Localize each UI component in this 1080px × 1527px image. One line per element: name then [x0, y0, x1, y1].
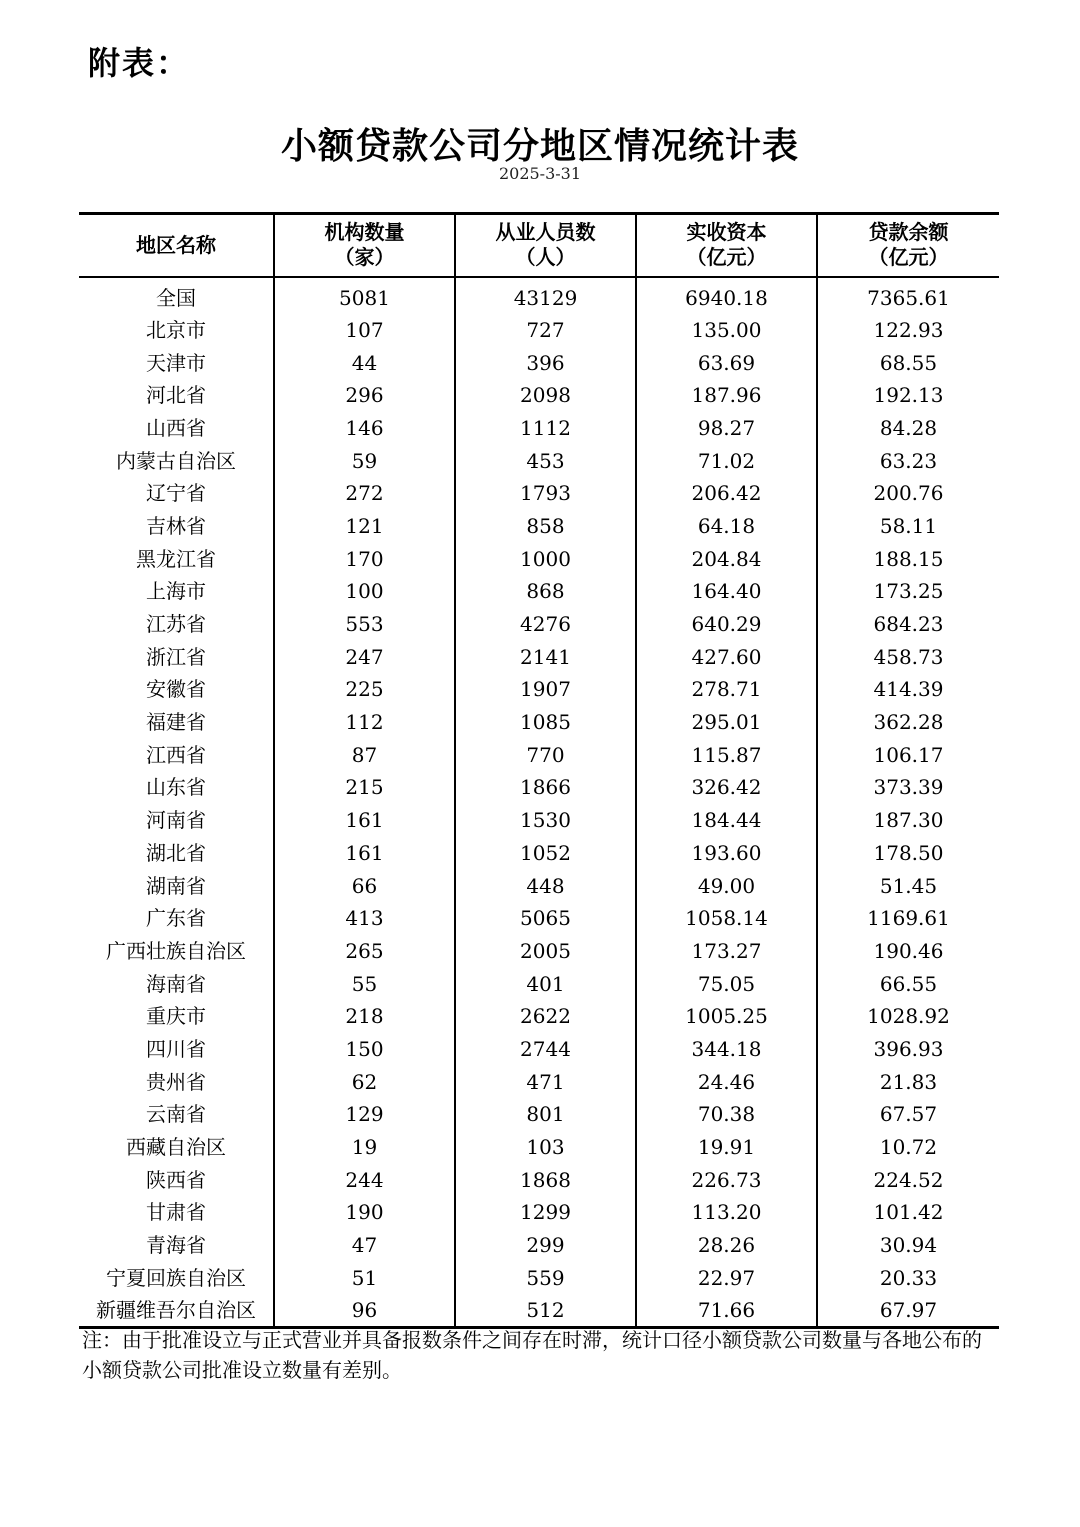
employees-cell: 770 — [455, 738, 636, 771]
paid-in-capital-cell: 193.60 — [636, 837, 817, 870]
loan-balance-cell: 190.46 — [817, 935, 999, 968]
loan-balance-cell: 58.11 — [817, 510, 999, 543]
column-header-institutions — [274, 214, 455, 277]
employees-cell: 1907 — [455, 673, 636, 706]
employees-cell: 448 — [455, 869, 636, 902]
column-name: 实收资本 — [686, 220, 767, 245]
paid-in-capital-cell: 24.46 — [636, 1065, 817, 1098]
loan-balance-cell: 362.28 — [817, 706, 999, 739]
table-row — [79, 608, 999, 641]
region-name-cell: 全国 — [156, 285, 196, 310]
employees-cell: 2098 — [455, 379, 636, 412]
employees-cell: 2005 — [455, 935, 636, 968]
employees-cell: 2744 — [455, 1033, 636, 1066]
region-name-cell: 西藏自治区 — [126, 1135, 226, 1160]
employees-cell: 1868 — [455, 1163, 636, 1196]
paid-in-capital-cell: 1058.14 — [636, 902, 817, 935]
report-date: 2025-3-31 — [498, 164, 582, 183]
column-header-region — [79, 214, 274, 277]
institutions-cell: 218 — [274, 1000, 455, 1033]
institutions-cell: 5081 — [274, 277, 455, 314]
paid-in-capital-cell: 164.40 — [636, 575, 817, 608]
employees-cell: 512 — [455, 1294, 636, 1328]
institutions-cell: 55 — [274, 967, 455, 1000]
paid-in-capital-cell: 204.84 — [636, 542, 817, 575]
employees-cell: 1052 — [455, 837, 636, 870]
loan-balance-cell: 373.39 — [817, 771, 999, 804]
paid-in-capital-cell: 115.87 — [636, 738, 817, 771]
region-name-cell: 天津市 — [146, 350, 206, 375]
column-name: 从业人员数 — [495, 220, 596, 245]
paid-in-capital-cell: 22.97 — [636, 1261, 817, 1294]
institutions-cell: 190 — [274, 1196, 455, 1229]
paid-in-capital-cell: 75.05 — [636, 967, 817, 1000]
loan-balance-cell: 30.94 — [817, 1229, 999, 1262]
loan-balance-cell: 200.76 — [817, 477, 999, 510]
table-row — [79, 477, 999, 510]
region-name-cell: 上海市 — [146, 579, 206, 604]
table-row — [79, 1098, 999, 1131]
paid-in-capital-cell: 6940.18 — [636, 277, 817, 314]
employees-cell: 727 — [455, 314, 636, 347]
institutions-cell: 247 — [274, 640, 455, 673]
paid-in-capital-cell: 640.29 — [636, 608, 817, 641]
table-row — [79, 869, 999, 902]
loan-balance-cell: 1169.61 — [817, 902, 999, 935]
institutions-cell: 296 — [274, 379, 455, 412]
employees-cell: 1112 — [455, 412, 636, 445]
institutions-cell: 66 — [274, 869, 455, 902]
employees-cell: 299 — [455, 1229, 636, 1262]
table-row — [79, 967, 999, 1000]
region-name-cell: 宁夏回族自治区 — [106, 1265, 246, 1290]
table-row — [79, 510, 999, 543]
column-name: 地区名称 — [136, 232, 216, 257]
employees-cell: 103 — [455, 1131, 636, 1164]
institutions-cell: 47 — [274, 1229, 455, 1262]
institutions-cell: 100 — [274, 575, 455, 608]
region-name-cell: 浙江省 — [146, 644, 206, 669]
loan-balance-cell: 396.93 — [817, 1033, 999, 1066]
footnote: 注：由于批准设立与正式营业并具备报数条件之间存在时滞，统计口径小额贷款公司数量与各地公布的小额贷款公司批准设立数量有差别。 — [82, 1328, 982, 1382]
table-body — [79, 277, 999, 1328]
employees-cell: 1299 — [455, 1196, 636, 1229]
region-name-cell: 内蒙古自治区 — [116, 448, 236, 473]
table-row — [79, 902, 999, 935]
paid-in-capital-cell: 326.42 — [636, 771, 817, 804]
institutions-cell: 19 — [274, 1131, 455, 1164]
paid-in-capital-cell: 63.69 — [636, 346, 817, 379]
loan-balance-cell: 67.97 — [817, 1294, 999, 1328]
paid-in-capital-cell: 113.20 — [636, 1196, 817, 1229]
employees-cell: 1530 — [455, 804, 636, 837]
table-row — [79, 314, 999, 347]
region-name-cell: 贵州省 — [146, 1069, 206, 1094]
employees-cell: 471 — [455, 1065, 636, 1098]
paid-in-capital-cell: 28.26 — [636, 1229, 817, 1262]
institutions-cell: 44 — [274, 346, 455, 379]
institutions-cell: 161 — [274, 804, 455, 837]
table-row — [79, 1163, 999, 1196]
region-name-cell: 福建省 — [146, 710, 206, 735]
institutions-cell: 413 — [274, 902, 455, 935]
employees-cell: 1793 — [455, 477, 636, 510]
loan-balance-cell: 66.55 — [817, 967, 999, 1000]
table-row — [79, 1229, 999, 1262]
employees-cell: 5065 — [455, 902, 636, 935]
paid-in-capital-cell: 226.73 — [636, 1163, 817, 1196]
region-name-cell: 山西省 — [146, 415, 206, 440]
paid-in-capital-cell: 206.42 — [636, 477, 817, 510]
region-name-cell: 四川省 — [146, 1036, 206, 1061]
table-row — [79, 346, 999, 379]
institutions-cell: 265 — [274, 935, 455, 968]
table-row — [79, 1294, 999, 1328]
loan-balance-cell: 68.55 — [817, 346, 999, 379]
institutions-cell: 272 — [274, 477, 455, 510]
loan-balance-cell: 178.50 — [817, 837, 999, 870]
column-name: 贷款余额 — [868, 220, 949, 245]
table-row — [79, 673, 999, 706]
paid-in-capital-cell: 295.01 — [636, 706, 817, 739]
loan-balance-cell: 10.72 — [817, 1131, 999, 1164]
loan-balance-cell: 684.23 — [817, 608, 999, 641]
employees-cell: 1866 — [455, 771, 636, 804]
table-row — [79, 379, 999, 412]
region-name-cell: 陕西省 — [146, 1167, 206, 1192]
paid-in-capital-cell: 49.00 — [636, 869, 817, 902]
region-name-cell: 青海省 — [146, 1233, 206, 1258]
institutions-cell: 59 — [274, 444, 455, 477]
table-row — [79, 1196, 999, 1229]
paid-in-capital-cell: 173.27 — [636, 935, 817, 968]
paid-in-capital-cell: 184.44 — [636, 804, 817, 837]
table-row — [79, 1033, 999, 1066]
page-title: 小额贷款公司分地区情况统计表 — [280, 126, 799, 167]
loan-balance-cell: 122.93 — [817, 314, 999, 347]
loan-balance-cell: 84.28 — [817, 412, 999, 445]
table-row — [79, 771, 999, 804]
paid-in-capital-cell: 187.96 — [636, 379, 817, 412]
institutions-cell: 170 — [274, 542, 455, 575]
institutions-cell: 62 — [274, 1065, 455, 1098]
loan-balance-cell: 173.25 — [817, 575, 999, 608]
institutions-cell: 87 — [274, 738, 455, 771]
employees-cell: 453 — [455, 444, 636, 477]
loan-balance-cell: 188.15 — [817, 542, 999, 575]
institutions-cell: 215 — [274, 771, 455, 804]
region-name-cell: 黑龙江省 — [136, 546, 216, 571]
loan-balance-cell: 101.42 — [817, 1196, 999, 1229]
column-header-loan-balance — [817, 214, 999, 277]
region-name-cell: 广西壮族自治区 — [106, 938, 246, 963]
employees-cell: 559 — [455, 1261, 636, 1294]
region-name-cell: 吉林省 — [146, 513, 206, 538]
loan-balance-cell: 21.83 — [817, 1065, 999, 1098]
column-unit: （亿元） — [686, 245, 767, 270]
paid-in-capital-cell: 278.71 — [636, 673, 817, 706]
table-header — [79, 214, 999, 277]
column-name: 机构数量 — [324, 220, 405, 245]
column-unit: （亿元） — [868, 245, 949, 270]
institutions-cell: 244 — [274, 1163, 455, 1196]
table-row — [79, 542, 999, 575]
region-name-cell: 山东省 — [146, 775, 206, 800]
table-row — [79, 1131, 999, 1164]
table-row — [79, 640, 999, 673]
region-name-cell: 辽宁省 — [146, 481, 206, 506]
loan-balance-cell: 192.13 — [817, 379, 999, 412]
institutions-cell: 161 — [274, 837, 455, 870]
institutions-cell: 107 — [274, 314, 455, 347]
employees-cell: 1085 — [455, 706, 636, 739]
region-name-cell: 北京市 — [146, 317, 206, 342]
institutions-cell: 553 — [274, 608, 455, 641]
table-row — [79, 575, 999, 608]
region-name-cell: 江西省 — [146, 742, 206, 767]
institutions-cell: 51 — [274, 1261, 455, 1294]
institutions-cell: 121 — [274, 510, 455, 543]
institutions-cell: 96 — [274, 1294, 455, 1328]
table-row — [79, 1000, 999, 1033]
employees-cell: 868 — [455, 575, 636, 608]
column-header-employees — [455, 214, 636, 277]
paid-in-capital-cell: 344.18 — [636, 1033, 817, 1066]
table-row — [79, 277, 999, 314]
paid-in-capital-cell: 1005.25 — [636, 1000, 817, 1033]
region-name-cell: 甘肃省 — [146, 1200, 206, 1225]
table-row — [79, 1065, 999, 1098]
region-name-cell: 安徽省 — [146, 677, 206, 702]
table-row — [79, 738, 999, 771]
loan-balance-cell: 458.73 — [817, 640, 999, 673]
column-unit: （家） — [334, 245, 395, 270]
employees-cell: 396 — [455, 346, 636, 379]
table-row — [79, 412, 999, 445]
region-name-cell: 河南省 — [146, 808, 206, 833]
paid-in-capital-cell: 19.91 — [636, 1131, 817, 1164]
loan-balance-cell: 1028.92 — [817, 1000, 999, 1033]
employees-cell: 858 — [455, 510, 636, 543]
region-name-cell: 广东省 — [146, 906, 206, 931]
loan-balance-cell: 20.33 — [817, 1261, 999, 1294]
region-name-cell: 新疆维吾尔自治区 — [79, 1294, 274, 1328]
employees-cell: 801 — [455, 1098, 636, 1131]
region-name-cell: 河北省 — [146, 383, 206, 408]
institutions-cell: 225 — [274, 673, 455, 706]
paid-in-capital-cell: 71.66 — [636, 1294, 817, 1328]
column-header-paid-in-capital — [636, 214, 817, 277]
region-name-cell: 重庆市 — [146, 1004, 206, 1029]
loan-balance-cell: 224.52 — [817, 1163, 999, 1196]
loan-balance-cell: 414.39 — [817, 673, 999, 706]
loan-balance-cell: 187.30 — [817, 804, 999, 837]
paid-in-capital-cell: 98.27 — [636, 412, 817, 445]
loan-balance-cell: 7365.61 — [817, 277, 999, 314]
employees-cell: 43129 — [455, 277, 636, 314]
table-row — [79, 935, 999, 968]
region-name-cell: 湖北省 — [146, 840, 206, 865]
column-unit: （人） — [515, 245, 576, 270]
statistics-table — [79, 212, 999, 1329]
paid-in-capital-cell: 135.00 — [636, 314, 817, 347]
region-name-cell: 湖南省 — [146, 873, 206, 898]
institutions-cell: 150 — [274, 1033, 455, 1066]
paid-in-capital-cell: 64.18 — [636, 510, 817, 543]
region-name-cell: 海南省 — [146, 971, 206, 996]
employees-cell: 2141 — [455, 640, 636, 673]
employees-cell: 4276 — [455, 608, 636, 641]
paid-in-capital-cell: 70.38 — [636, 1098, 817, 1131]
region-name-cell: 云南省 — [146, 1102, 206, 1127]
employees-cell: 401 — [455, 967, 636, 1000]
loan-balance-cell: 106.17 — [817, 738, 999, 771]
institutions-cell: 146 — [274, 412, 455, 445]
paid-in-capital-cell: 71.02 — [636, 444, 817, 477]
loan-balance-cell: 51.45 — [817, 869, 999, 902]
table-row — [79, 804, 999, 837]
employees-cell: 1000 — [455, 542, 636, 575]
table-row — [79, 1261, 999, 1294]
paid-in-capital-cell: 427.60 — [636, 640, 817, 673]
table-row — [79, 706, 999, 739]
institutions-cell: 112 — [274, 706, 455, 739]
table-row — [79, 444, 999, 477]
loan-balance-cell: 63.23 — [817, 444, 999, 477]
loan-balance-cell: 67.57 — [817, 1098, 999, 1131]
appendix-label: 附表： — [88, 44, 191, 82]
region-name-cell: 江苏省 — [146, 612, 206, 637]
table-row — [79, 837, 999, 870]
institutions-cell: 129 — [274, 1098, 455, 1131]
employees-cell: 2622 — [455, 1000, 636, 1033]
